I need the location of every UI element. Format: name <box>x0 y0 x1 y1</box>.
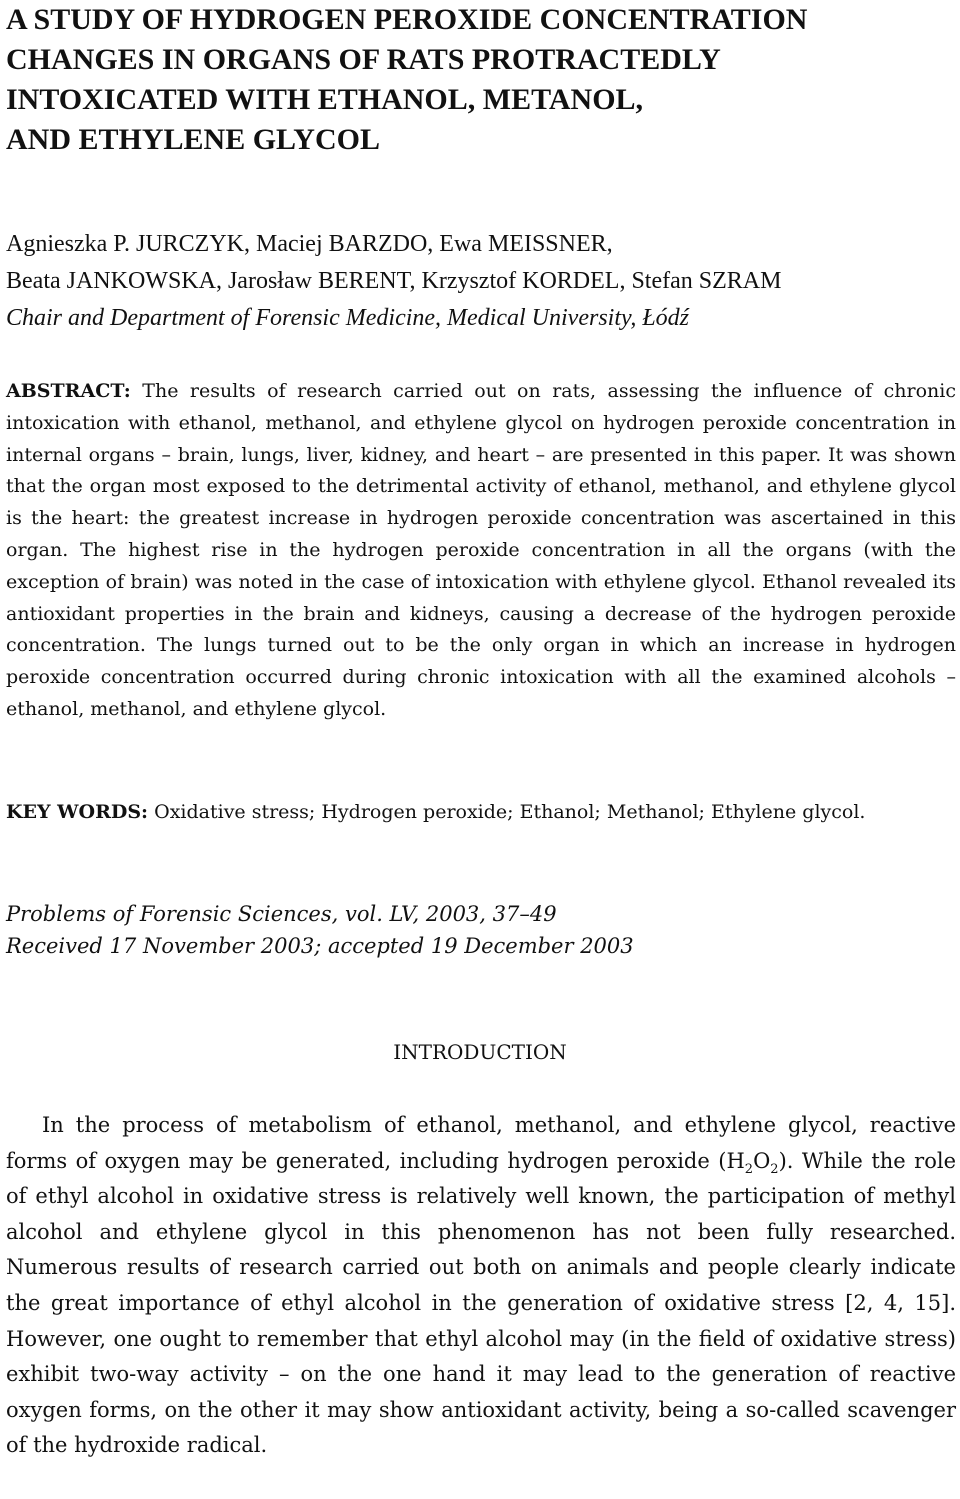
abstract-label: ABSTRACT: <box>6 380 131 402</box>
keywords <box>6 796 956 828</box>
paper-title <box>6 0 956 160</box>
title-line-1: A STUDY OF HYDROGEN PEROXIDE CONCENTRATION <box>6 3 808 36</box>
received-dates: Received 17 November 2003; accepted 19 December 2003 <box>6 934 634 958</box>
journal-citation: Problems of Forensic Sciences, vol. LV, 2003, 37–49 <box>6 902 557 926</box>
intro-text-part-2: ). While the role of ethyl alcohol in oxidative stress is relatively well known, the participation of methyl alcohol and ethylene glycol in this phenomenon has not been fully researched. Numerous results of research carried out both on animals and people clearly indicate the great importance of ethyl alcohol in the generation of oxidative stress [2, 4, 15]. However, one ought to remember that ethyl alcohol may (in the field of oxidative stress) exhibit two-way activity – on the one hand it may lead to the generation of reactive oxygen forms, on the other it may show antioxidant activity, being a so-called scavenger of the hydroxide radical. <box>6 1148 956 1458</box>
title-line-3: INTOXICATED WITH ETHANOL, METANOL, <box>6 83 644 116</box>
formula-h2o2 <box>726 1148 779 1177</box>
keywords-text: Oxidative stress; Hydrogen peroxide; Ethanol; Methanol; Ethylene glycol. <box>154 801 866 823</box>
authors-line-1: Agnieszka P. JURCZYK, Maciej BARZDO, Ewa MEISSNER, <box>6 231 613 257</box>
formula-subscript-1: 2 <box>744 1161 754 1177</box>
intro-text-part-1: In the process of metabolism of ethanol, methanol, and ethylene glycol, reactive forms of oxygen may be generated, including hydrogen peroxide ( <box>6 1113 956 1173</box>
introduction-paragraph <box>6 1108 956 1464</box>
affiliation: Chair and Department of Forensic Medicine, Medical University, Łódź <box>6 305 690 331</box>
formula-subscript-2: 2 <box>770 1161 779 1177</box>
formula-h: H <box>726 1148 745 1173</box>
keywords-label: KEY WORDS: <box>6 801 149 823</box>
authors-line-2: Beata JANKOWSKA, Jarosław BERENT, Krzysztof KORDEL, Stefan SZRAM <box>6 268 782 294</box>
title-line-2: CHANGES IN ORGANS OF RATS PROTRACTEDLY <box>6 43 721 76</box>
title-line-4: AND ETHYLENE GLYCOL <box>6 123 380 156</box>
abstract-text: The results of research carried out on rats, assessing the influence of chronic intoxication with ethanol, methanol, and ethylene glycol on hydrogen peroxide concentration in internal organs – brain, lungs, liver, kidney, and heart – are presented in this paper. It was shown that the organ most exposed to the detrimental activity of ethanol, methanol, and ethylene glycol is the heart: the greatest increase in hydrogen peroxide concentration was ascertained in this organ. The highest rise in the hydrogen peroxide concentration in all the organs (with the exception of brain) was noted in the case of intoxication with ethylene glycol. Ethanol revealed its antioxidant properties in the brain and kidneys, causing a decrease of the hydrogen peroxide concentration. The lungs turned out to be the only organ in which an increase in hydrogen peroxide concentration occurred during chronic intoxication with all the examined alcohols – ethanol, methanol, and ethylene glycol. <box>6 380 956 720</box>
author-block <box>6 226 956 337</box>
formula-o: O <box>753 1148 771 1173</box>
abstract <box>6 376 956 726</box>
citation-block <box>6 898 956 962</box>
section-heading-introduction: INTRODUCTION <box>393 1040 567 1064</box>
